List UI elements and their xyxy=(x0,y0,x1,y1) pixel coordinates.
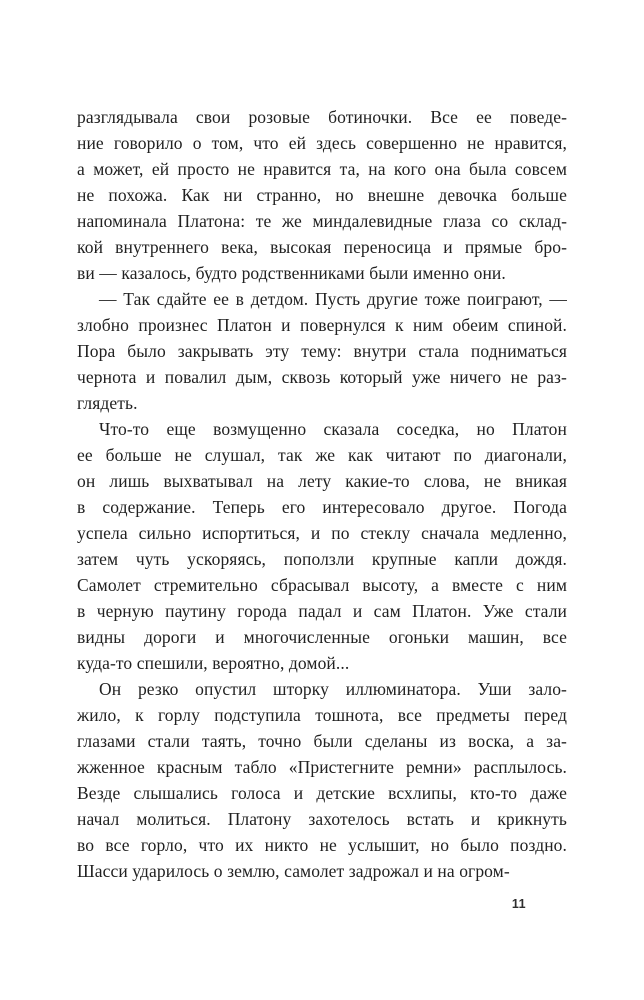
text-line: — Так сдайте ее в детдом. Пусть другие тоже поиграют, — xyxy=(99,289,567,309)
text-line: Пора было закрывать эту тему: внутри стала подниматься xyxy=(77,341,567,361)
text-line: во все горло, что их никто не услышит, но было поздно. xyxy=(77,835,567,855)
text-line: в черную паутину города падал и сам Платон. Уже стали xyxy=(77,601,567,621)
text-line: Везде слышались голоса и детские всхлипы, кто-то даже xyxy=(77,783,567,803)
paragraph xyxy=(77,286,567,416)
text-line: глазами стали таять, точно были сделаны из воска, а за- xyxy=(77,731,567,751)
text-line: ние говорило о том, что ей здесь совершенно не нравится, xyxy=(77,133,567,153)
text-line: в содержание. Теперь его интересовало другое. Погода xyxy=(77,497,567,517)
text-line: начал молиться. Платону захотелось встать и крикнуть xyxy=(77,809,567,829)
paragraph xyxy=(77,416,567,676)
text-line: ви — казалось, будто родственниками были именно они. xyxy=(77,263,506,283)
text-line: успела сильно испортиться, и по стеклу сначала медленно, xyxy=(77,523,567,543)
text-line: жженное красным табло «Пристегните ремни» расплылось. xyxy=(77,757,567,777)
text-line: чернота и повалил дым, сквозь который уже ничего не раз- xyxy=(77,367,567,387)
text-line: разглядывала свои розовые ботиночки. Все ее поведе- xyxy=(77,107,567,127)
text-line: Он резко опустил шторку иллюминатора. Уши зало- xyxy=(99,679,567,699)
paragraph xyxy=(77,676,567,884)
text-line: а может, ей просто не нравится та, на кого она была совсем xyxy=(77,159,567,179)
text-line: злобно произнес Платон и повернулся к ним обеим спиной. xyxy=(77,315,567,335)
text-line: куда-то спешили, вероятно, домой... xyxy=(77,653,350,673)
text-line: не похожа. Как ни странно, но внешне девочка больше xyxy=(77,185,567,205)
text-line: затем чуть ускоряясь, поползли крупные капли дождя. xyxy=(77,549,567,569)
text-line: жило, к горлу подступила тошнота, все предметы перед xyxy=(77,705,567,725)
text-line: кой внутреннего века, высокая переносица и прямые бро- xyxy=(77,237,567,257)
text-line: он лишь выхватывал на лету какие-то слова, не вникая xyxy=(77,471,567,491)
page-text xyxy=(77,104,567,884)
text-line: Самолет стремительно сбрасывал высоту, а вместе с ним xyxy=(77,575,567,595)
paragraph xyxy=(77,104,567,286)
page-number: 11 xyxy=(511,897,527,911)
text-line: глядеть. xyxy=(77,393,138,413)
text-line: видны дороги и многочисленные огоньки машин, все xyxy=(77,627,567,647)
text-line: Шасси ударилось о землю, самолет задрожал и на огром- xyxy=(77,861,510,881)
text-line: напоминала Платона: те же миндалевидные глаза со склад- xyxy=(77,211,567,231)
text-line: Что-то еще возмущенно сказала соседка, но Платон xyxy=(99,419,567,439)
text-line: ее больше не слушал, так же как читают по диагонали, xyxy=(77,445,567,465)
